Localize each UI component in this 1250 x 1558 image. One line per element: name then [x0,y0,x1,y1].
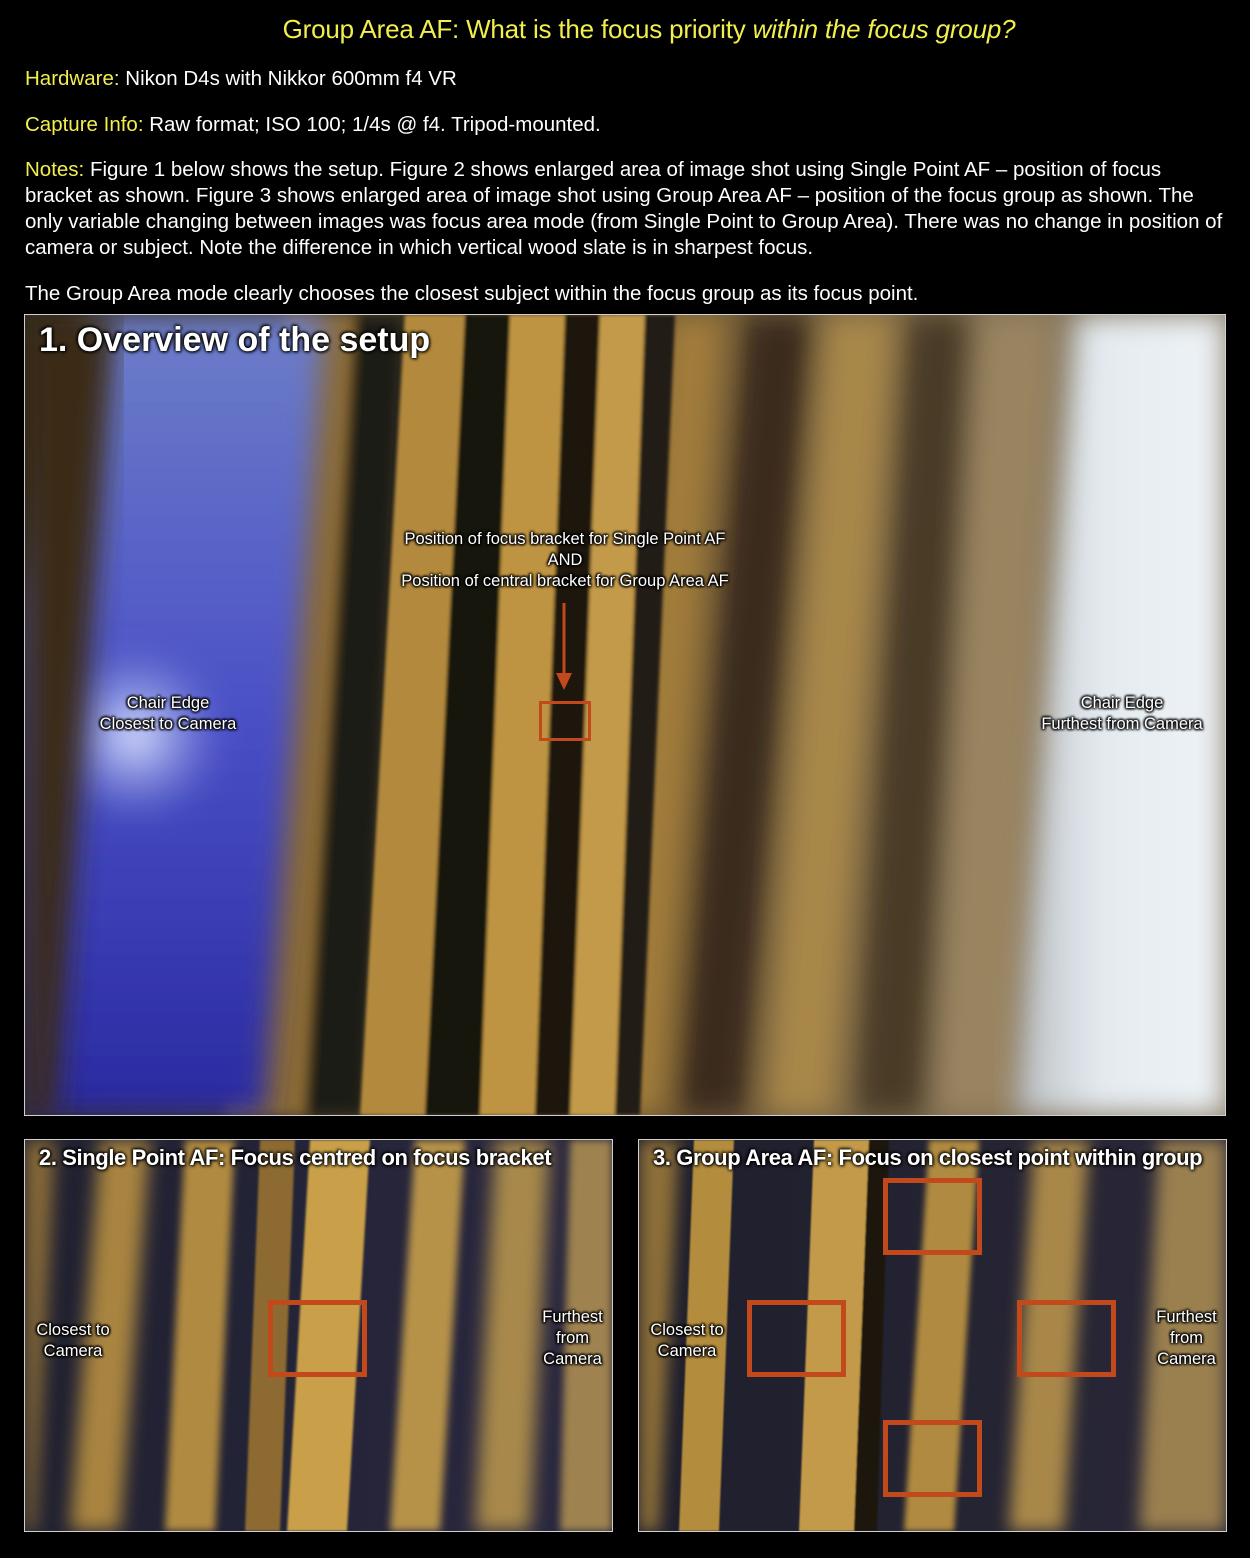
annotation-line: Position of focus bracket for Single Point AF [404,530,726,548]
annotation-line: Closest to Camera [99,715,237,733]
notes-row [25,157,1230,261]
hardware-value: Nikon D4s with Nikkor 600mm f4 VR [119,67,457,90]
figure-1-title: 1. Overview of the setup [39,321,431,359]
focus-bracket [268,1300,367,1377]
hardware-label: Hardware: [25,67,120,90]
annotation-line: Furthest [542,1308,603,1326]
page-title-main: Group Area AF: What is the focus priority [282,14,753,44]
figure-3-group-area-photo [638,1139,1227,1532]
hardware-row [25,66,1230,92]
notes-value: Figure 1 below shows the setup. Figure 2 shows enlarged area of image shot using Single Point AF – position of focus bracket as shown. Figure 3 shows enlarged area of image shot using Group Area AF – position of the focus group as shown. The only variable changing between images was focus area mode (from Single Point to Group Area). There was no change in position of camera or subject. Note the difference in which vertical wood slate is in sharpest focus. [25,158,1223,259]
capture-info-label: Capture Info: [25,113,144,136]
annotation-line: AND [547,551,583,569]
annotation-line: Camera [43,1342,103,1360]
annotation-line: Position of central bracket for Group Area AF [401,572,729,590]
capture-info-value: Raw format; ISO 100; 1/4s @ f4. Tripod-mounted. [143,113,601,136]
furthest-from-camera-label [1144,1307,1227,1370]
annotation-line: from [556,1329,589,1347]
focus-group-right-bracket [1017,1300,1116,1377]
focus-bracket [539,701,591,741]
chair-edge-furthest-label [1027,693,1217,735]
figure-3-title: 3. Group Area AF: Focus on closest point within group [653,1145,1203,1170]
focus-group-left-bracket [747,1300,846,1377]
annotation-line: from [1170,1329,1203,1347]
figure-2-title: 2. Single Point AF: Focus centred on focus bracket [39,1145,552,1170]
annotation-line: Furthest [1156,1308,1217,1326]
focus-group-bottom-bracket [883,1420,982,1497]
page-title-emphasis: within the focus group? [752,14,1016,44]
focus-group-top-bracket [883,1178,982,1255]
annotation-line: Closest to [36,1321,110,1339]
page-title [0,14,1250,45]
closest-to-camera-label [27,1320,119,1362]
annotation-line: Chair Edge [1080,694,1164,712]
annotation-line: Closest to [650,1321,724,1339]
capture-info-row [25,112,1230,138]
furthest-from-camera-label [530,1307,613,1370]
figure-1-setup-photo [24,314,1226,1116]
chair-edge-closest-label [73,693,263,735]
annotation-line: Camera [1157,1350,1216,1368]
annotation-line: Camera [657,1342,717,1360]
conclusion-text: The Group Area mode clearly chooses the closest subject within the focus group as its focus point. [25,282,919,305]
annotation-line: Chair Edge [126,694,210,712]
notes-label: Notes: [25,158,85,181]
closest-to-camera-label [641,1320,733,1362]
annotation-line: Furthest from Camera [1041,715,1203,733]
figure-2-single-point-photo [24,1139,613,1532]
annotation-line: Camera [543,1350,602,1368]
focus-bracket-annotation [365,529,765,592]
